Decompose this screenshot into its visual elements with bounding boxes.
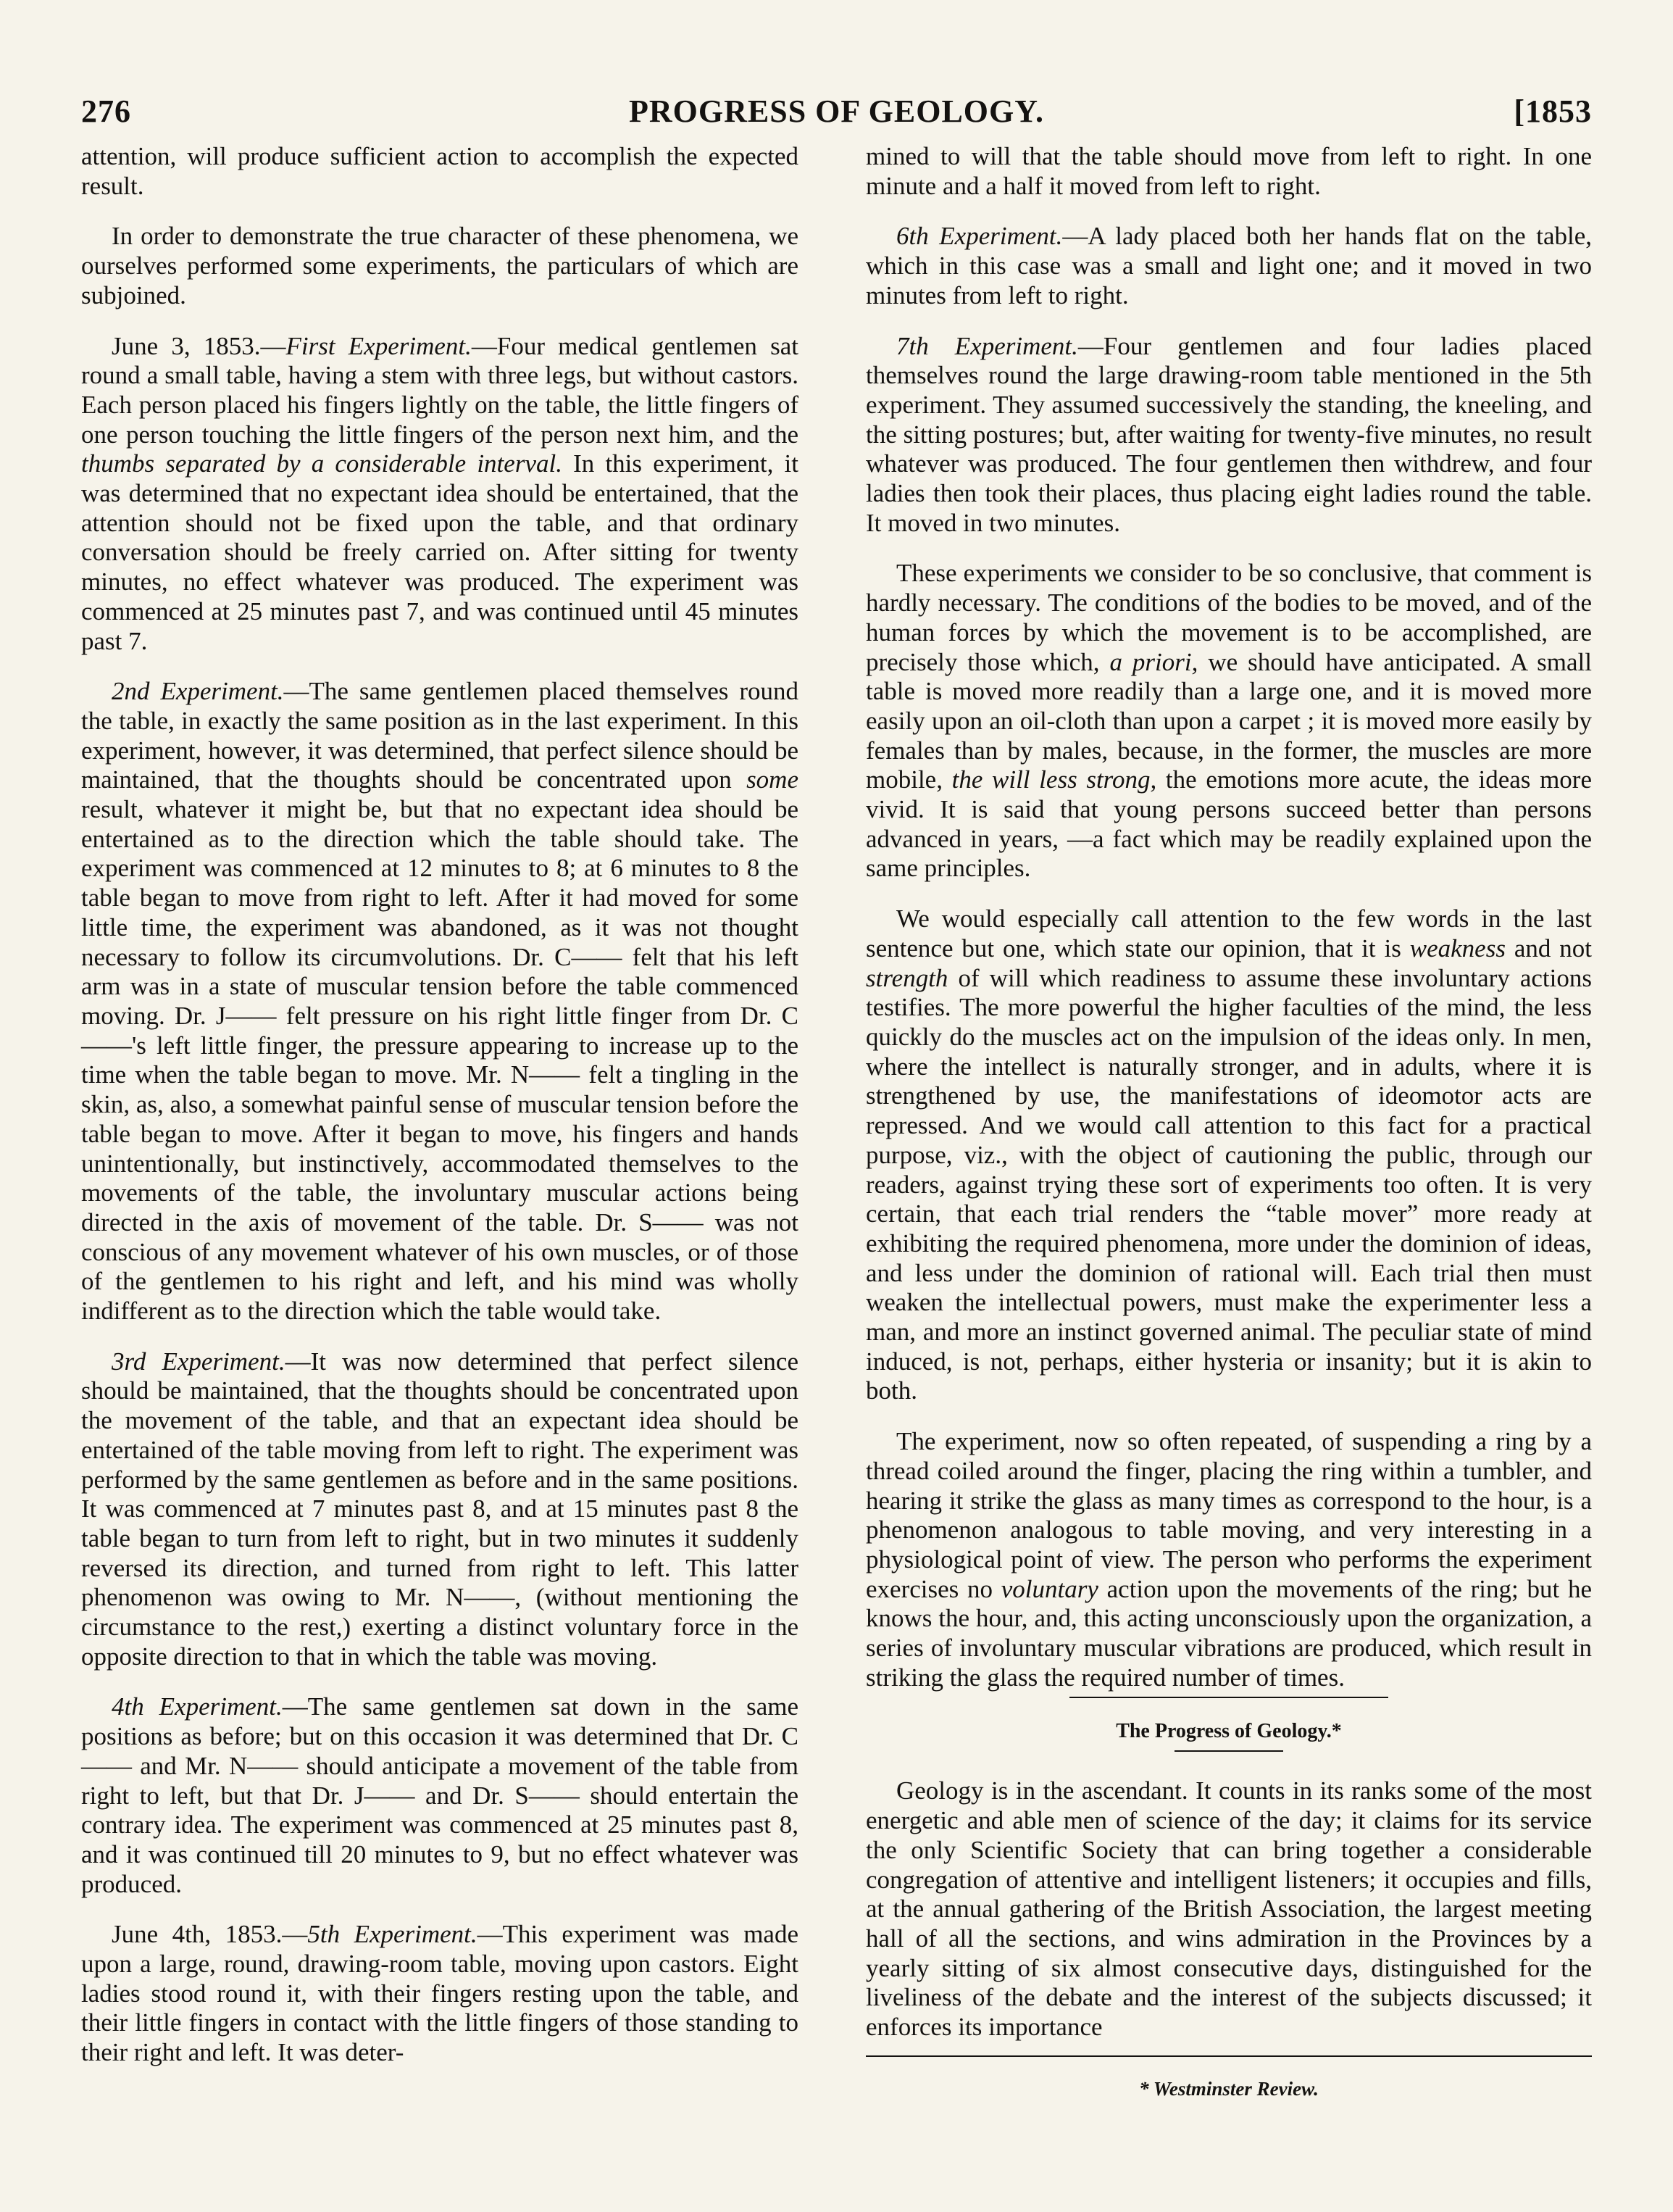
right-column (866, 142, 1592, 2100)
paragraph-first-experiment: June 3, 1853.—First Experiment.—Four medical gentlemen sat round a small table, having a stem with three legs, but without castors. Each person placed his fingers lightly on the table, the little fingers of one person touching the little fingers of the person next him, and the thumbs separated by a considerable interval. In this experiment, it was determined that no expectant idea should be entertained, that the attention should not be fixed upon the table, and that ordinary conversation should be freely carried on. After sitting for twenty minutes, no effect whatever was produced. The experiment was commenced at 25 minutes past 7, and was continued until 45 minutes past 7. (81, 331, 798, 655)
running-year: [1853 (1514, 93, 1592, 129)
paragraph-geology: Geology is in the ascendant. It counts in its ranks some of the most energetic and able men of science of the day; it claims for its service the only Scientific Society that can bring together a considerable congregation of attentive and intelligent listeners; it occupies and fills, at the annual gathering of the British Association, the largest meeting hall of all the sections, and wins admiration in the Provinces by a yearly sitting of six almost consecutive days, distinguished for the liveliness of the debate and the interest of the subjects discussed; it enforces its importance (866, 1776, 1592, 2042)
running-title: PROGRESS OF GEOLOGY. (629, 93, 1044, 129)
footnote-rule (866, 2055, 1592, 2057)
paragraph: attention, will produce sufficient action to accomplish the expected result. (81, 142, 798, 200)
section-divider (1069, 1697, 1388, 1698)
paragraph-sixth-experiment: 6th Experiment.—A lady placed both her hands flat on the table, which in this case was a small and light one; and it moved in two minutes from left to right. (866, 222, 1592, 309)
footnote: * Westminster Review. (1139, 2077, 1319, 2100)
paragraph-fourth-experiment: 4th Experiment.—The same gentlemen sat down in the same positions as before; but on this occasion it was determined that Dr. C—— and Mr. N—— should anticipate a movement of the table from right to left, but that Dr. J—— and Dr. S—— should entertain the contrary idea. The experiment was commenced at 25 minutes past 8, and it was continued till 20 minutes to 9, but no effect whatever was produced. (81, 1692, 798, 1898)
running-header (81, 93, 1592, 139)
paragraph: In order to demonstrate the true character of these phenomena, we ourselves performed some experiments, the particulars of which are subjoined. (81, 222, 798, 309)
paragraph-second-experiment: 2nd Experiment.—The same gentlemen placed themselves round the table, in exactly the same position as in the last experiment. In this experiment, however, it was determined, that perfect silence should be maintained, that the thoughts should be concentrated upon some result, whatever it might be, but that no expectant idea should be entertained as to the direction which the table should take. The experiment was commenced at 12 minutes to 8; at 6 minutes to 8 the table began to move from right to left. After it had moved for some little time, the experiment was abandoned, as it was not thought necessary to follow its circumvolutions. Dr. C—— felt that his left arm was in a state of muscular tension before the table commenced moving. Dr. J—— felt pressure on his right little finger from Dr. C——'s left little finger, the pressure appearing to increase up to the time when the table began to move. Mr. N—— felt a tingling in the skin, as, also, a somewhat painful sense of muscular tension before the table began to move. After it began to move, his fingers and hands unintentionally, but instinctively, accommodated themselves to the movements of the table, the involuntary muscular actions being directed in the axis of movement of the table. Dr. S—— was not conscious of any movement whatever of his own muscles, or of those of the gentlemen to his right and left, and his mind was wholly indifferent as to the direction which the table would take. (81, 677, 798, 1326)
paragraph: We would especially call attention to the few words in the last sentence but one, which state our opinion, that it is weakness and not strength of will which readiness to assume these involuntary actions testifies. The more powerful the higher faculties of the mind, the less quickly do the muscles act on the impulsion of the ideas only. In men, where the intellect is naturally stronger, and in adults, where it is strengthened by use, the manifestations of ideomotor acts are repressed. And we would call attention to this fact for a practical purpose, viz., with the object of cautioning the public, through our readers, against trying these sort of experiments too often. It is very certain, that each trial renders the “table mover” more ready at exhibiting the required phenomena, more under the dominion of ideas, and less under the dominion of rational will. Each trial then must weaken the intellectual powers, must make the experimenter less a man, and more an instinct governed animal. The peculiar state of mind induced, is not, perhaps, either hysteria or insanity; but it is akin to both. (866, 905, 1593, 1405)
paragraph-fifth-experiment: June 4th, 1853.—5th Experiment.—This experiment was made upon a large, round, drawing-room table, moving upon castors. Eight ladies stood round it, with their fingers resting upon the table, and their little fingers in contact with the little fingers of those standing to their right and left. It was deter- (81, 1920, 798, 2067)
paragraph: The experiment, now so often repeated, of suspending a ring by a thread coiled around the finger, placing the ring within a tumbler, and hearing it strike the glass as many times as correspond to the hour, is a phenomenon analogous to table moving, and very interesting in a physiological point of view. The person who performs the experiment exercises no voluntary action upon the movements of the ring; but he knows the hour, and, this acting unconsciously upon the organization, a series of involuntary muscular vibrations are produced, which result in striking the glass the required number of times. (866, 1427, 1592, 1692)
section-heading: The Progress of Geology.* (1116, 1720, 1342, 1743)
paragraph-third-experiment: 3rd Experiment.—It was now determined that perfect silence should be maintained, that the thoughts should be concentrated upon the movement of the table, and that an expectant idea should be entertained of the table moving from left to right. The experiment was performed by the same gentlemen as before and in the same positions. It was commenced at 7 minutes past 8, and at 15 minutes past 8 the table began to turn from left to right, but in two minutes it suddenly reversed its direction, and turned from right to left. This latter phenomenon was owing to Mr. N——, (without mentioning the circumstance to the rest,) exerting a distinct voluntary force in the opposite direction to that in which the table was moving. (81, 1347, 799, 1671)
left-column (81, 142, 798, 2068)
page-number: 276 (81, 93, 131, 129)
paragraph: These experiments we consider to be so conclusive, that comment is hardly necessary. The conditions of the bodies to be moved, and of the human forces by which the movement is to be accomplished, are precisely those which, a priori, we should have anticipated. A small table is moved more readily than a large one, and it is moved more easily upon an oil-cloth than upon a carpet ; it is moved more easily by females than by males, because, in the former, the muscles are more mobile, the will less strong, the emotions more acute, the ideas more vivid. It is said that young persons succeed better than persons advanced in years, —a fact which may be readily explained upon the same principles. (866, 559, 1592, 883)
paragraph-seventh-experiment: 7th Experiment.—Four gentlemen and four ladies placed themselves round the large drawing-room table mentioned in the 5th experiment. They assumed successively the standing, the kneeling, and the sitting postures; but, after waiting for twenty-five minutes, no result whatever was produced. The four gentlemen then withdrew, and four ladies then took their places, thus placing eight ladies round the table. It moved in two minutes. (866, 331, 1592, 537)
heading-underline (1175, 1750, 1283, 1752)
paragraph: mined to will that the table should move from left to right. In one minute and a half it moved from left to right. (866, 142, 1592, 200)
